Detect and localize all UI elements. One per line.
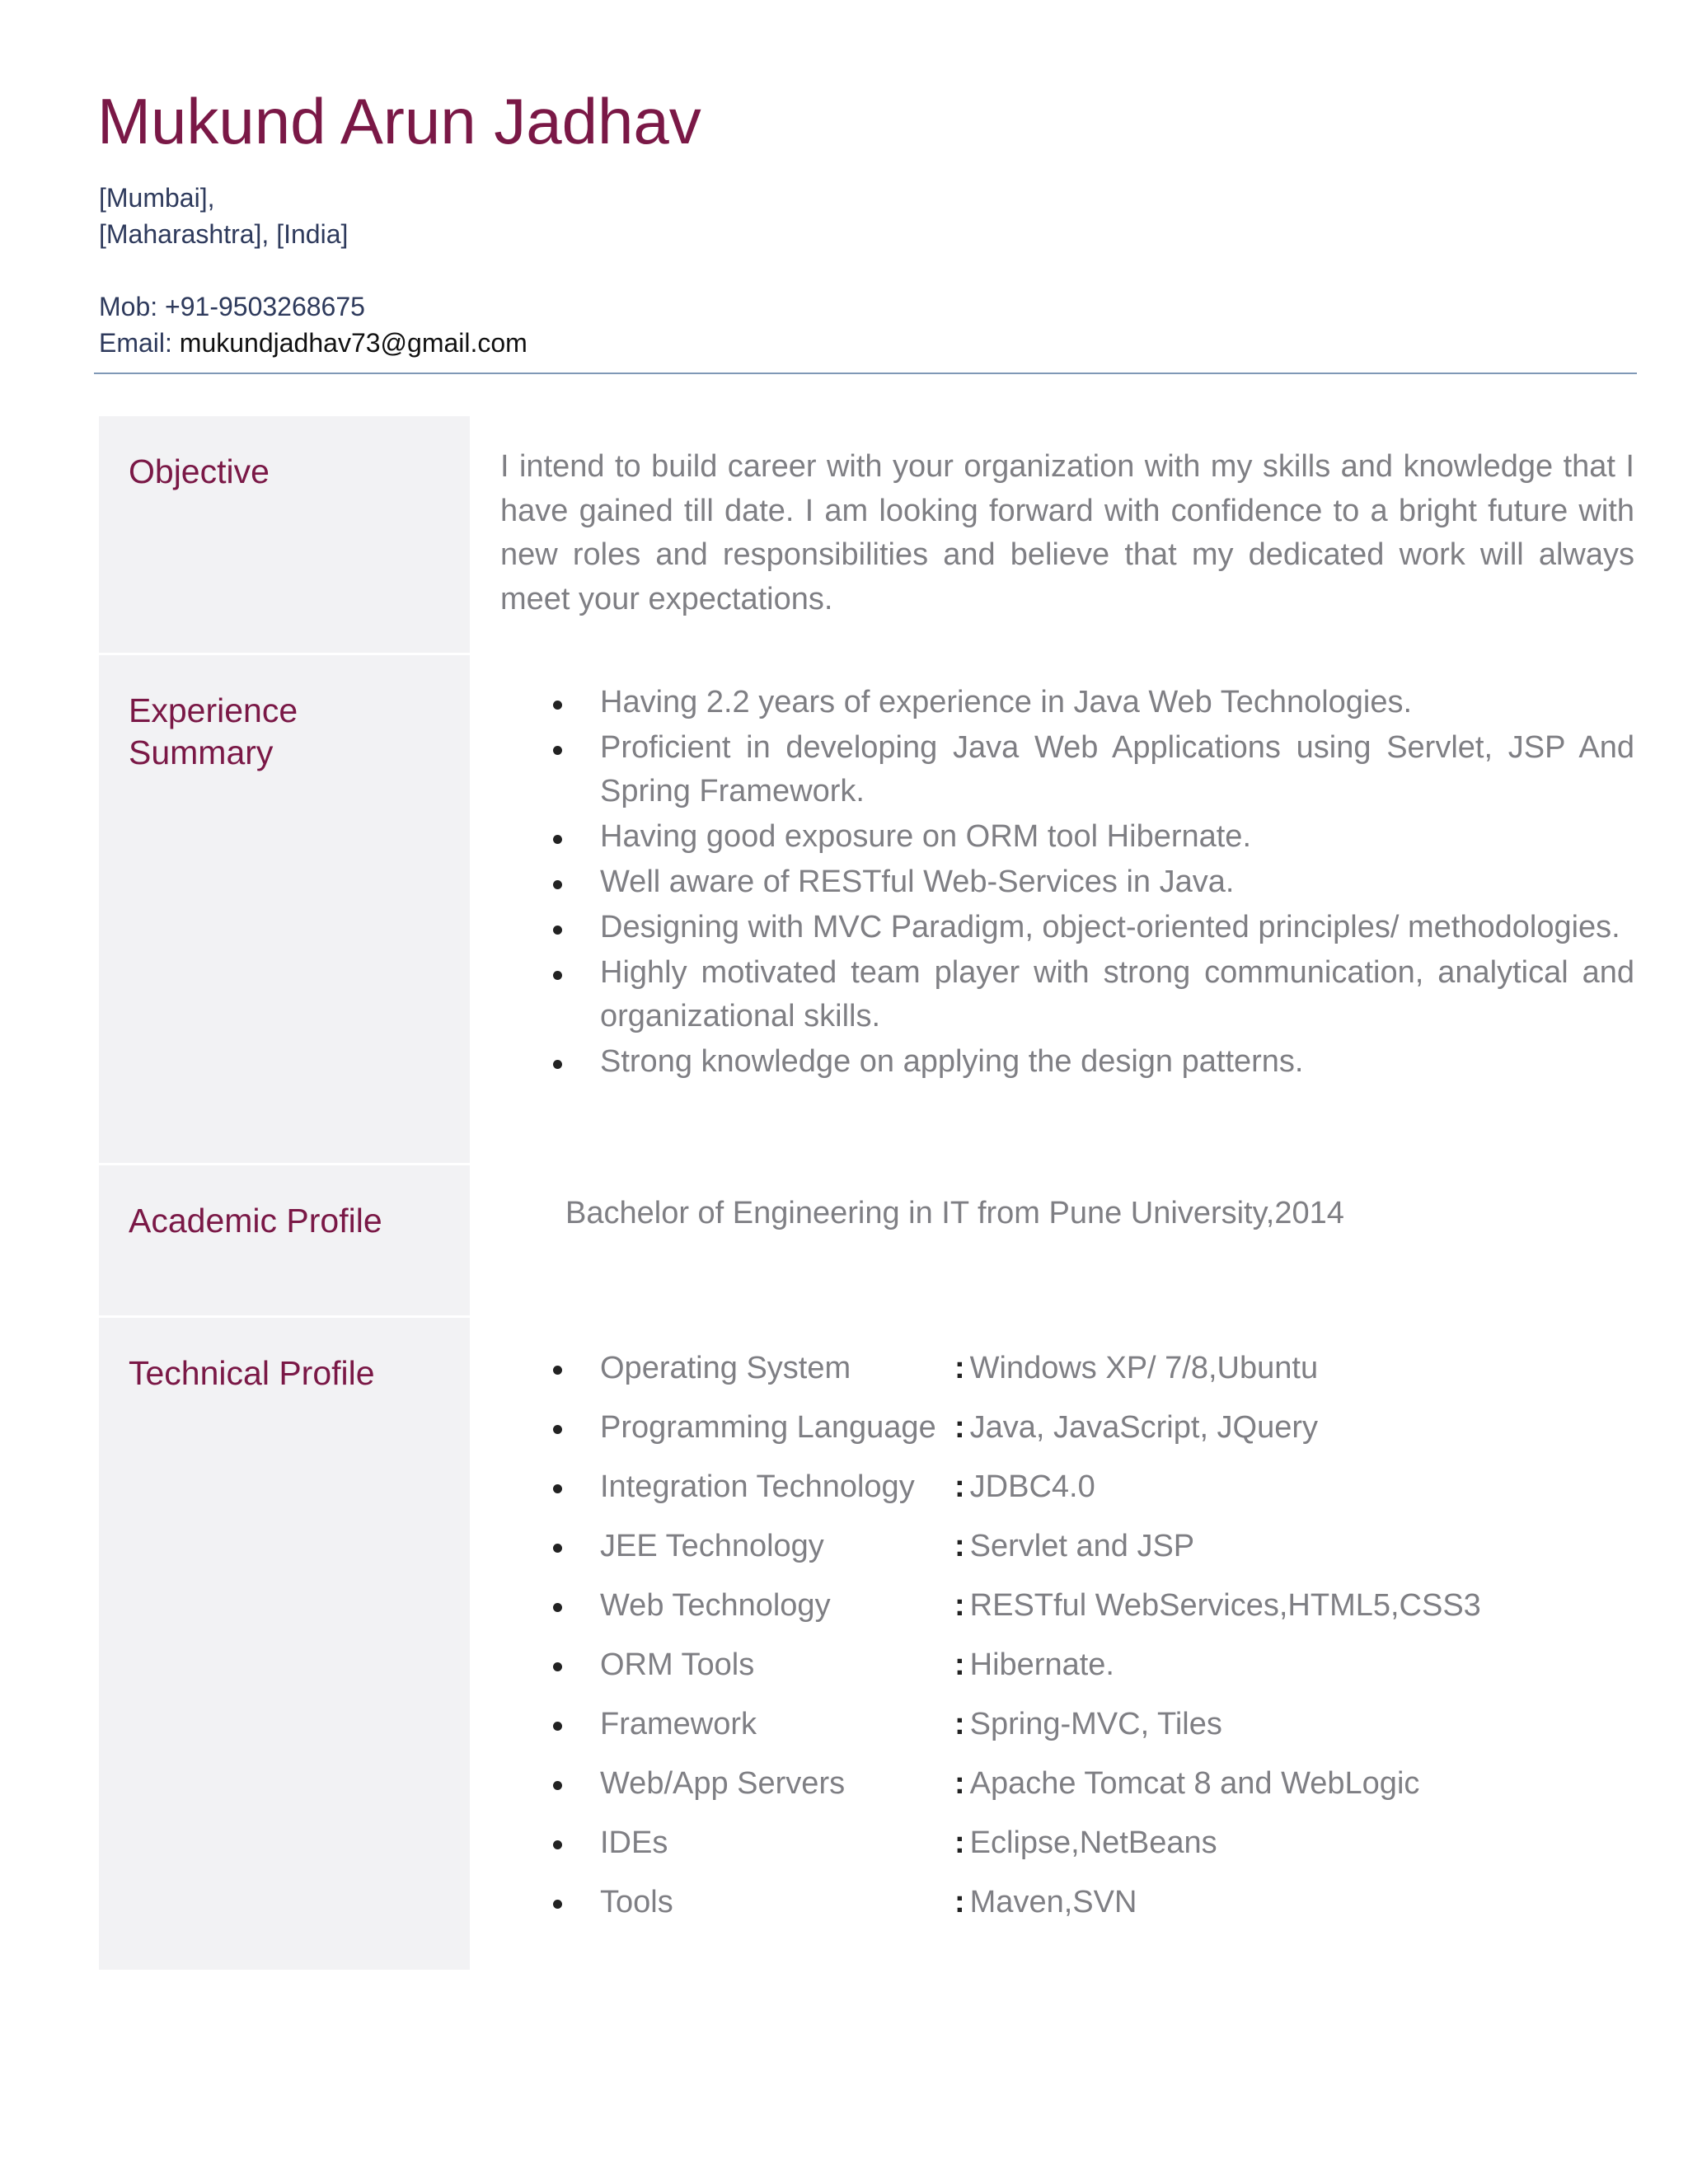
objective-label-cell <box>99 416 470 653</box>
list-item <box>600 1525 1634 1584</box>
separator: : <box>954 1647 965 1682</box>
address-state-country: [Maharashtra], [India] <box>99 219 349 249</box>
list-item <box>600 1465 1634 1525</box>
skill-value: Eclipse,NetBeans <box>969 1825 1217 1860</box>
list-item <box>600 1347 1634 1406</box>
header-divider <box>94 373 1637 374</box>
technical-label-cell <box>99 1318 470 1970</box>
experience-heading-line2: Summary <box>129 733 274 771</box>
skill-value: Spring-MVC, Tiles <box>969 1707 1222 1741</box>
skill-value: Hibernate. <box>969 1647 1114 1682</box>
list-item <box>600 1703 1634 1762</box>
skill-category: Web Technology <box>600 1588 831 1623</box>
academic-heading: Academic Profile <box>129 1202 382 1240</box>
address-city: [Mumbai], <box>99 183 215 213</box>
list-item <box>600 1762 1634 1821</box>
list-item <box>600 1643 1634 1703</box>
list-item <box>600 1584 1634 1643</box>
skill-value: JDBC4.0 <box>969 1469 1095 1504</box>
skill-category: Operating System <box>600 1351 851 1385</box>
skill-category: Framework <box>600 1707 757 1741</box>
email-address[interactable]: mukundjadhav73@gmail.com <box>179 328 528 358</box>
list-item <box>600 1406 1634 1465</box>
separator: : <box>954 1885 965 1919</box>
list-item: Strong knowledge on applying the design patterns. <box>600 1040 1634 1084</box>
separator: : <box>954 1529 965 1563</box>
separator: : <box>954 1825 965 1860</box>
skill-value: Java, JavaScript, JQuery <box>969 1410 1319 1445</box>
skill-value: Windows XP/ 7/8,Ubuntu <box>969 1351 1319 1385</box>
skill-value: Servlet and JSP <box>969 1529 1195 1563</box>
objective-heading: Objective <box>129 452 270 490</box>
experience-heading-line1: Experience <box>129 691 298 729</box>
experience-list <box>600 681 1634 1085</box>
skill-value: Apache Tomcat 8 and WebLogic <box>969 1766 1420 1801</box>
skill-category: Web/App Servers <box>600 1766 846 1801</box>
email-label: Email: <box>99 328 172 358</box>
skill-category: Programming Language <box>600 1410 936 1445</box>
skill-value: Maven,SVN <box>969 1885 1137 1919</box>
separator: : <box>954 1588 965 1623</box>
list-item: Designing with MVC Paradigm, object-oriented principles/ methodologies. <box>600 906 1634 949</box>
list-item: Proficient in developing Java Web Applications using Servlet, JSP And Spring Framework. <box>600 726 1634 813</box>
skill-category: Integration Technology <box>600 1469 915 1504</box>
list-item: Having 2.2 years of experience in Java Web Technologies. <box>600 681 1634 724</box>
skill-category: JEE Technology <box>600 1529 824 1563</box>
spacer <box>99 252 528 288</box>
separator: : <box>954 1351 965 1385</box>
skill-value: RESTful WebServices,HTML5,CSS3 <box>969 1588 1481 1623</box>
skill-category: IDEs <box>600 1825 668 1860</box>
candidate-name: Mukund Arun Jadhav <box>97 85 701 157</box>
list-item: Having good exposure on ORM tool Hibernate. <box>600 815 1634 859</box>
technical-list <box>600 1347 1634 1940</box>
list-item: Highly motivated team player with strong communication, analytical and organizational skills. <box>600 951 1634 1038</box>
experience-label-cell <box>99 655 470 1163</box>
objective-text: I intend to build career with your organization with my skills and knowledge that I have gained till date. I am looking forward with confidence to a bright future with new roles and responsibilities and believe that my dedicated work will always meet your expectations. <box>500 449 1634 616</box>
separator: : <box>954 1469 965 1504</box>
skill-category: Tools <box>600 1885 673 1919</box>
mobile-number: Mob: +91-9503268675 <box>99 292 365 321</box>
separator: : <box>954 1766 965 1801</box>
technical-heading: Technical Profile <box>129 1354 375 1392</box>
academic-label-cell <box>99 1165 470 1315</box>
list-item <box>600 1881 1634 1940</box>
academic-text: Bachelor of Engineering in IT from Pune University,2014 <box>565 1196 1344 1230</box>
separator: : <box>954 1410 965 1445</box>
contact-block <box>99 180 528 361</box>
skill-category: ORM Tools <box>600 1647 755 1682</box>
list-item: Well aware of RESTful Web-Services in Java. <box>600 860 1634 904</box>
email-line <box>99 325 528 361</box>
separator: : <box>954 1707 965 1741</box>
list-item <box>600 1821 1634 1881</box>
